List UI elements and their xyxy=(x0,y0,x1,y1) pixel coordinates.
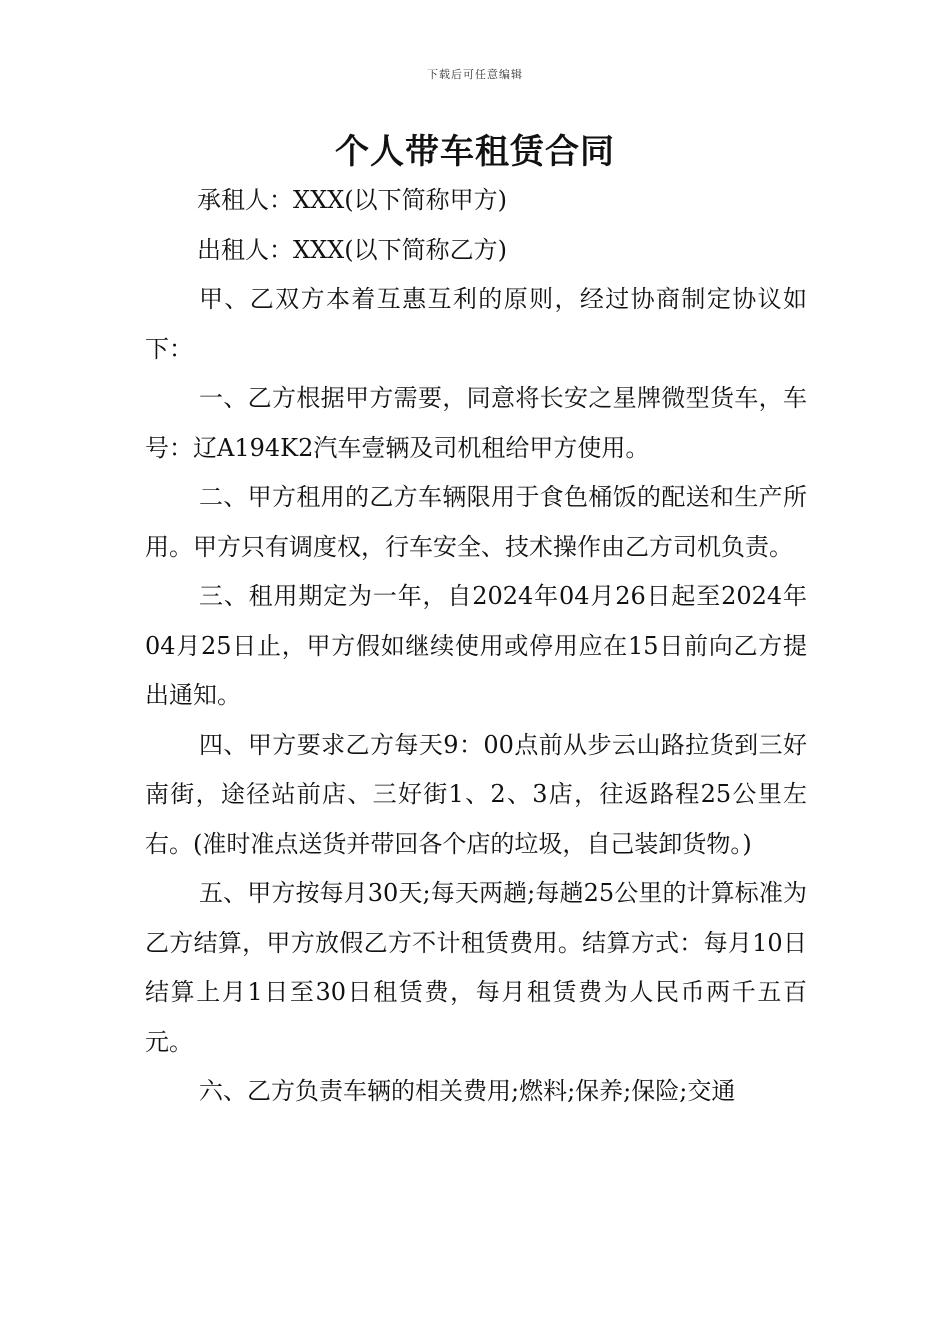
document-title: 个人带车租赁合同 xyxy=(335,132,615,172)
contract-body xyxy=(145,176,807,1117)
lessee-line: 承租人：XXX(以下简称甲方) xyxy=(197,186,507,214)
lessor-line: 出租人：XXX(以下简称乙方) xyxy=(197,235,507,264)
clause-4: 四、甲方要求乙方每天9：00点前从步云山路拉货到三好南街，途径站前店、三好街1、2、3店，往返路程25公里左右。(准时准点送货并带回各个店的垃圾，自己装卸货物。) xyxy=(145,730,807,858)
clause-1: 一、乙方根据甲方需要，同意将长安之星牌微型货车，车号：辽A194K2汽车壹辆及司机租给甲方使用。 xyxy=(145,384,807,462)
clause-2: 二、甲方租用的乙方车辆限用于食色桶饭的配送和生产所用。甲方只有调度权，行车安全、技术操作由乙方司机负责。 xyxy=(145,483,807,561)
intro-paragraph: 甲、乙双方本着互惠互利的原则，经过协商制定协议如下： xyxy=(145,285,807,363)
clause-6: 六、乙方负责车辆的相关费用;燃料;保养;保险;交通 xyxy=(199,1077,736,1105)
clause-5: 五、甲方按每月30天;每天两趟;每趟25公里的计算标准为乙方结算，甲方放假乙方不计租赁费用。结算方式：每月10日结算上月1日至30日租赁费，每月租赁费为人民币两千五百元。 xyxy=(145,879,807,1056)
clause-3: 三、租用期定为一年，自2024年04月26日起至2024年04月25日止，甲方假如继续使用或停用应在15日前向乙方提出通知。 xyxy=(145,582,807,709)
page-header: 下载后可任意编辑 xyxy=(427,68,523,81)
